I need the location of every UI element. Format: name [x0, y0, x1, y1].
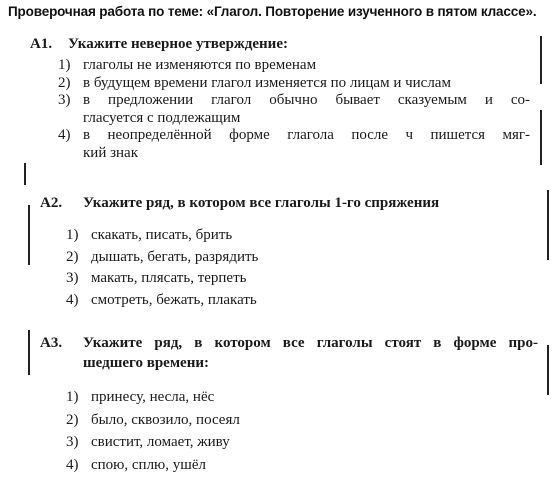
- question-prompt: Укажите неверное утверждение:: [68, 36, 288, 52]
- option-number: 3): [66, 270, 79, 286]
- option-text: в будущем времени глагол изменяется по лицам и числам: [83, 74, 451, 91]
- scan-edge-line: [547, 345, 549, 395]
- answer-option-2[interactable]: [66, 247, 530, 269]
- option-text-line: в неопределённой форме глагола после ч пишется мяг-: [83, 127, 530, 143]
- option-number: 4): [66, 291, 79, 308]
- option-text-line: гласуется с подлежащим: [83, 109, 241, 126]
- answer-option-2[interactable]: [66, 409, 538, 432]
- scan-edge-line: [24, 163, 26, 185]
- option-text: спою, сплю, ушёл: [91, 456, 206, 473]
- option-text-line: в предложении глагол обычно бывает сказуемым и со-: [83, 92, 530, 108]
- option-number: 1): [66, 227, 79, 243]
- option-number: 2): [66, 248, 79, 265]
- answer-option-3[interactable]: [66, 431, 538, 454]
- option-text: принесу, несла, нёс: [91, 389, 215, 405]
- question-number: А3.: [40, 335, 63, 351]
- option-number: 2): [66, 411, 79, 428]
- question-prompt-line: шедшего времени:: [83, 355, 209, 371]
- answer-options: [66, 386, 538, 476]
- question-number: А1.: [30, 36, 53, 52]
- option-number: 4): [66, 456, 79, 473]
- answer-option-3[interactable]: [58, 92, 530, 127]
- answer-option-1[interactable]: [66, 225, 530, 247]
- question-a2-header: [40, 195, 530, 212]
- option-text: было, сквозило, посеял: [91, 411, 240, 428]
- scan-edge-line: [28, 205, 30, 265]
- option-text: скакать, писать, брить: [91, 227, 233, 243]
- answer-option-4[interactable]: [58, 127, 530, 162]
- question-a1: [30, 36, 530, 162]
- option-number: 1): [58, 57, 71, 73]
- option-number: 3): [58, 92, 71, 108]
- answer-options: [58, 57, 530, 162]
- question-prompt-line: Укажите ряд, в котором все глаголы стоят в форме про-: [83, 335, 538, 351]
- option-number: 3): [66, 434, 79, 450]
- option-text: глаголы не изменяются по временам: [83, 57, 317, 73]
- option-text: смотреть, бежать, плакать: [91, 291, 257, 308]
- answer-option-1[interactable]: [58, 57, 530, 75]
- option-text: дышать, бегать, разрядить: [91, 248, 259, 265]
- answer-option-2[interactable]: [58, 75, 530, 93]
- answer-option-4[interactable]: [66, 454, 538, 477]
- scan-edge-line: [547, 190, 549, 260]
- question-a3-header: [40, 333, 538, 373]
- question-a3: [40, 333, 538, 476]
- option-number: 2): [58, 74, 71, 91]
- answer-option-3[interactable]: [66, 268, 530, 290]
- option-text: макать, плясать, терпеть: [91, 270, 247, 286]
- answer-options: [66, 225, 530, 311]
- question-prompt: Укажите ряд, в котором все глаголы 1-го спряжения: [83, 195, 440, 211]
- question-a1-header: [30, 36, 530, 53]
- scan-edge-line: [28, 330, 30, 375]
- scan-edge-line: [540, 110, 542, 165]
- answer-option-4[interactable]: [66, 290, 530, 312]
- worksheet-title: Проверочная работа по теме: «Глагол. Повторение изученного в пятом классе».: [8, 4, 537, 19]
- option-number: 1): [66, 389, 79, 405]
- answer-option-1[interactable]: [66, 386, 538, 409]
- question-number: А2.: [40, 195, 63, 211]
- option-text-line: кий знак: [83, 144, 138, 161]
- option-number: 4): [58, 127, 71, 143]
- question-a2: [40, 195, 530, 311]
- option-text: свистит, ломает, живу: [91, 434, 230, 450]
- scan-edge-line: [540, 36, 542, 84]
